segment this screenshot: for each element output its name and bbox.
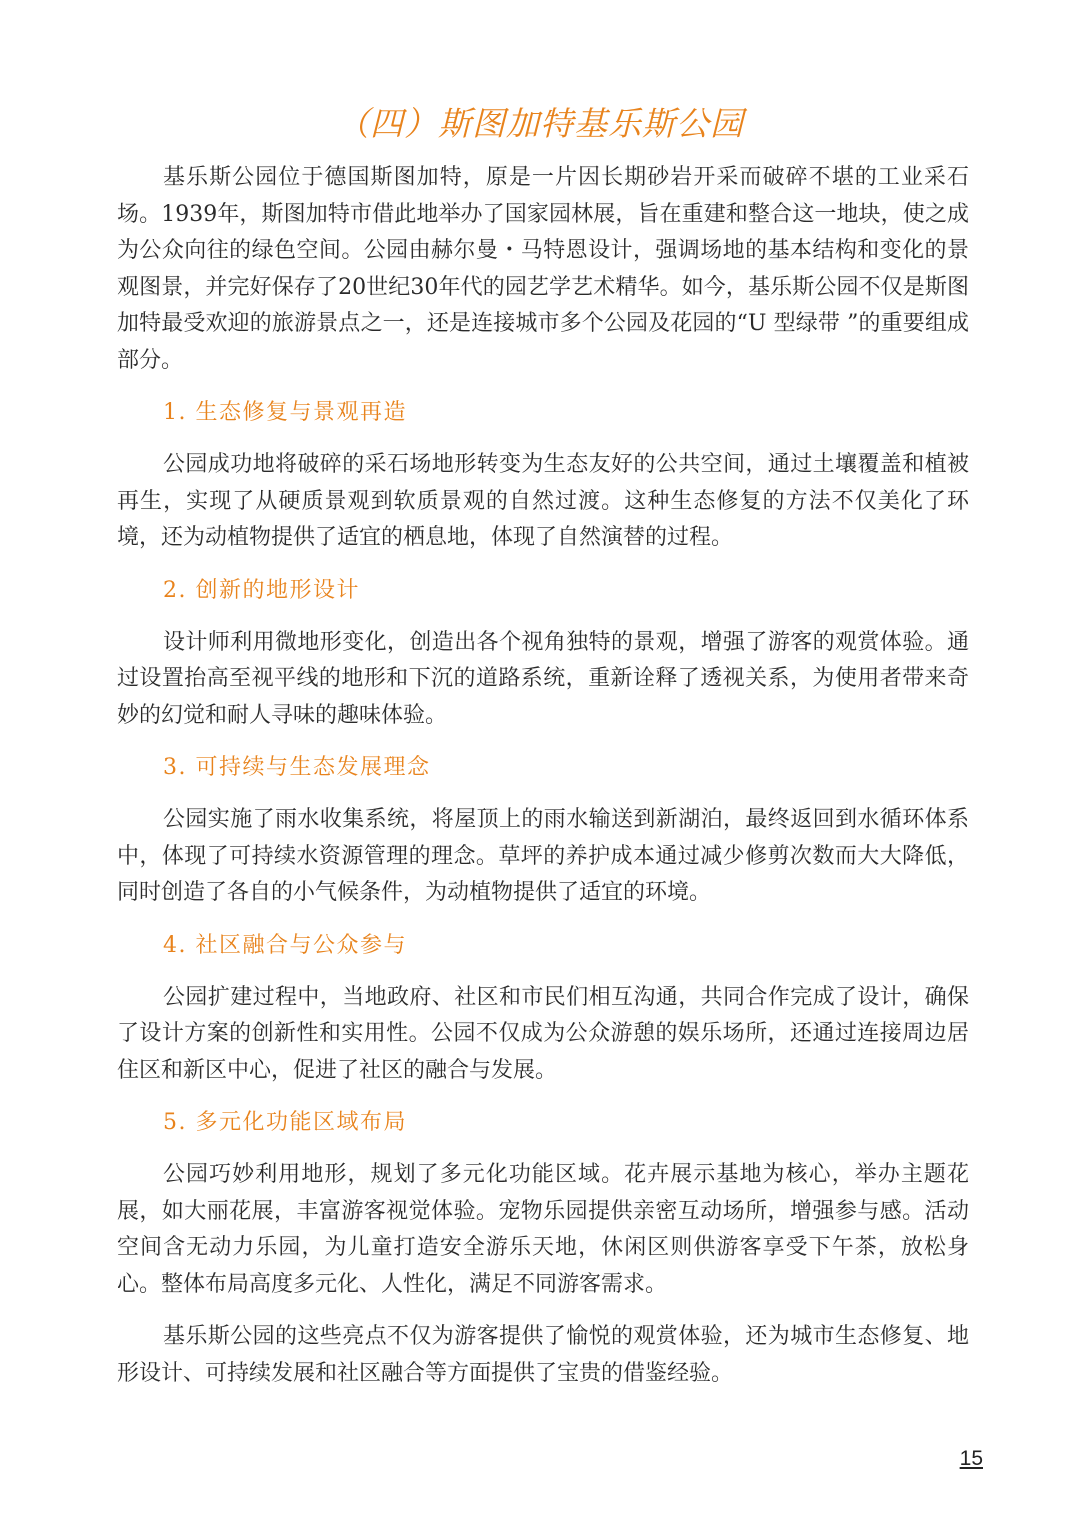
paragraph-ecological-restoration: 公园成功地将破碎的采石场地形转变为生态友好的公共空间，通过土壤覆盖和植被再生，实现了从硬质景观到软质景观的自然过渡。这种生态修复的方法不仅美化了环境，还为动植物提供了适宜的栖息地，体现了自然演替的过程。: [117, 452, 969, 550]
subheading-sustainability: 3. 可持续与生态发展理念: [163, 755, 431, 780]
page-number: 15: [959, 1447, 983, 1470]
subheading-terrain-design: 2. 创新的地形设计: [163, 577, 360, 603]
paragraph-functional-zones: 公园巧妙利用地形，规划了多元化功能区域。花卉展示基地为核心，举办主题花展，如大丽花展，丰富游客视觉体验。宠物乐园提供亲密互动场所，增强参与感。活动空间含无动力乐园，为儿童打造安全游乐天地，休闲区则供游客享受下午茶，放松身心。整体布局高度多元化、人性化，满足不同游客需求。: [117, 1162, 969, 1297]
subheading-community: 4. 社区融合与公众参与: [163, 932, 407, 958]
paragraph-sustainability: 公园实施了雨水收集系统，将屋顶上的雨水输送到新湖泊，最终返回到水循环体系中，体现了可持续水资源管理的理念。草坪的养护成本通过减少修剪次数而大大降低，同时创造了各自的小气候条件，为动植物提供了适宜的环境。: [117, 807, 969, 905]
subheading-functional-zones: 5. 多元化功能区域布局: [163, 1110, 407, 1135]
conclusion-paragraph: 基乐斯公园的这些亮点不仅为游客提供了愉悦的观赏体验，还为城市生态修复、地形设计、可持续发展和社区融合等方面提供了宝贵的借鉴经验。: [117, 1324, 969, 1386]
article-body: [117, 160, 969, 1408]
section-title: （四）斯图加特基乐斯公园: [336, 104, 744, 143]
subheading-ecological-restoration: 1. 生态修复与景观再造: [163, 400, 407, 425]
paragraph-community: 公园扩建过程中，当地政府、社区和市民们相互沟通，共同合作完成了设计，确保了设计方案的创新性和实用性。公园不仅成为公众游憩的娱乐场所，还通过连接周边居住区和新区中心，促进了社区的融合与发展。: [117, 984, 969, 1083]
paragraph-terrain-design: 设计师利用微地形变化，创造出各个视角独特的景观，增强了游客的观赏体验。通过设置抬高至视平线的地形和下沉的道路系统，重新诠释了透视关系，为使用者带来奇妙的幻觉和耐人寻味的趣味体验。: [117, 629, 969, 728]
intro-paragraph: 基乐斯公园位于德国斯图加特，原是一片因长期砂岩开采而破碎不堪的工业采石场。1939年，斯图加特市借此地举办了国家园林展，旨在重建和整合这一地块，使之成为公众向往的绿色空间。公园由赫尔曼・马特恩设计，强调场地的基本结构和变化的景观图景，并完好保存了20世纪30年代的园艺学艺术精华。如今，基乐斯公园不仅是斯图加特最受欢迎的旅游景点之一，还是连接城市多个公园及花园的“U 型绿带 ”的重要组成部分。: [117, 165, 969, 373]
